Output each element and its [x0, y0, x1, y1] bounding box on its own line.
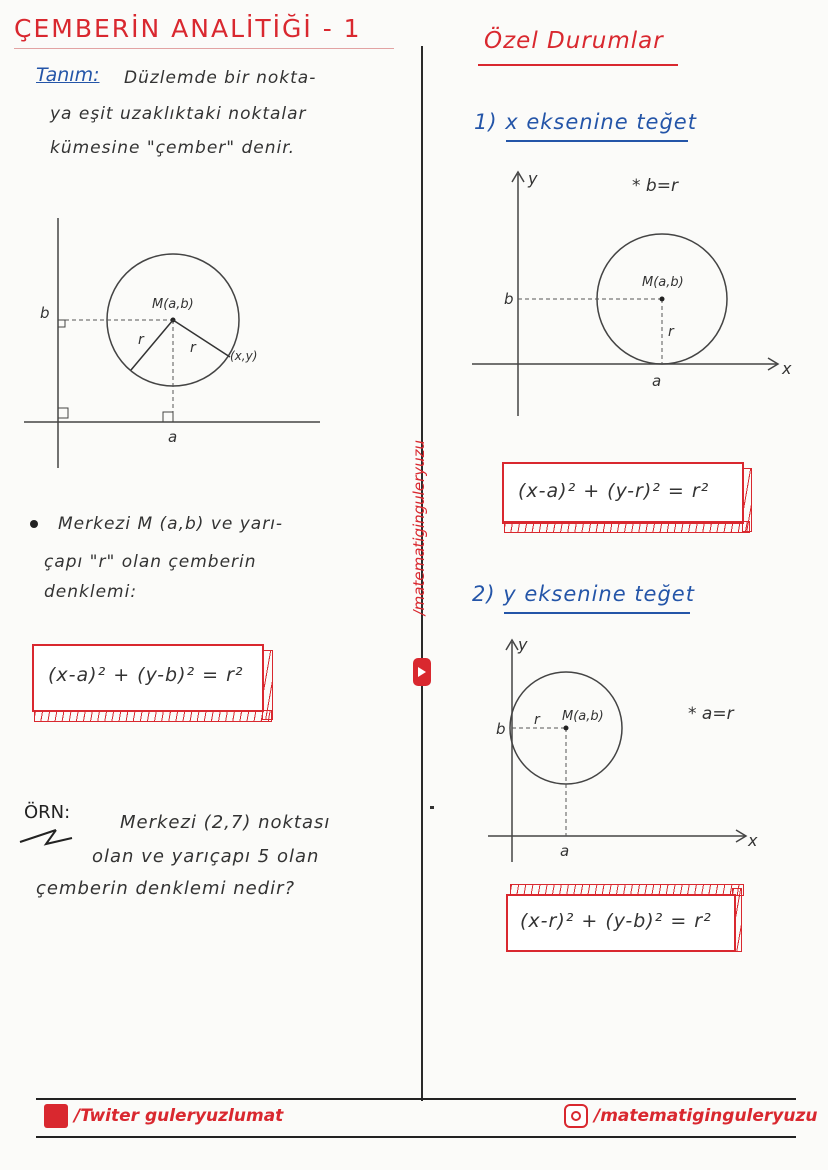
definition-line-2: ya eşit uzaklıktaki noktalar	[50, 104, 307, 124]
general-equation: (x-a)² + (y-b)² = r²	[48, 664, 244, 686]
definition-line-1: Düzlemde bir nokta-	[124, 68, 317, 88]
case2-title: 2) y eksenine teğet	[472, 582, 695, 606]
case2-center-point	[564, 726, 569, 731]
bullet-dot	[30, 520, 38, 528]
case1-underline	[506, 140, 688, 142]
example-swoosh	[16, 824, 76, 852]
case1-a-label: a	[652, 372, 662, 390]
twitter-icon	[44, 1104, 68, 1128]
case1-figure	[466, 164, 796, 424]
case1-b-label: b	[504, 290, 514, 308]
bullet-line-3: denklemi:	[44, 582, 138, 602]
case1-center-point	[660, 297, 665, 302]
watermark-text: /matematiginguleryuzu	[410, 440, 428, 616]
case2-b-label: b	[496, 720, 506, 738]
bullet-line-1: Merkezi M (a,b) ve yarı-	[58, 514, 284, 534]
circle-definition-figure	[20, 210, 330, 480]
case2-equation-box	[506, 894, 736, 952]
case2-underline	[504, 612, 690, 614]
case1-axis-y-label: y	[528, 169, 538, 188]
example-line-2: olan ve yarıçapı 5 olan	[92, 846, 320, 867]
case2-a-label: a	[560, 842, 570, 860]
radius-line-2	[173, 320, 230, 357]
bullet-line-2: çapı "r" olan çemberin	[44, 552, 257, 572]
case1-title: 1) x eksenine teğet	[474, 110, 697, 134]
instagram-icon	[564, 1104, 588, 1128]
youtube-icon	[413, 658, 431, 686]
box-side-hatch	[262, 650, 273, 720]
divider-mark	[430, 806, 434, 809]
section-title-underline	[478, 64, 678, 66]
case1-r-label: r	[668, 324, 674, 340]
case2-axis-x-label: x	[748, 831, 758, 850]
case1-box-side-hatch	[742, 468, 752, 532]
b-label: b	[40, 304, 50, 322]
a-label: a	[168, 428, 178, 446]
case1-equation-box	[502, 462, 744, 524]
section-title: Özel Durumlar	[484, 28, 664, 54]
twitter-handle: /Twiter guleryuzlumat	[74, 1106, 284, 1126]
right-angle-mark-a	[163, 412, 173, 422]
box-shadow-hatch	[34, 710, 272, 722]
example-label: ÖRN:	[24, 802, 71, 823]
radius-label-1: r	[138, 332, 144, 348]
case2-center-label: M(a,b)	[562, 709, 604, 724]
title-rule	[14, 48, 394, 49]
case2-note: * a=r	[688, 704, 734, 724]
right-angle-mark	[58, 408, 68, 418]
radius-label-2: r	[190, 340, 196, 356]
case2-axis-y-label: y	[518, 635, 528, 654]
example-line-3: çemberin denklemi nedir?	[36, 878, 296, 899]
instagram-handle: /matematiginguleryuzu	[594, 1106, 818, 1126]
general-equation-box	[32, 644, 264, 712]
case1-box-hatch	[504, 521, 750, 533]
definition-line-3: kümesine "çember" denir.	[50, 138, 296, 158]
point-label: (x,y)	[230, 349, 258, 363]
case2-figure	[480, 630, 780, 870]
case1-axis-x-label: x	[782, 359, 792, 378]
case1-equation: (x-a)² + (y-r)² = r²	[518, 480, 710, 502]
footer-top-rule	[36, 1098, 796, 1100]
case2-r-label: r	[534, 712, 540, 728]
case1-center-label: M(a,b)	[642, 275, 684, 290]
page-title: ÇEMBERİN ANALİTİĞİ - 1	[14, 14, 362, 43]
case1-note: * b=r	[632, 176, 678, 196]
right-angle-mark-b	[58, 320, 65, 327]
footer-bottom-rule	[36, 1136, 796, 1138]
definition-label: Tanım:	[36, 64, 100, 86]
case2-equation: (x-r)² + (y-b)² = r²	[520, 910, 712, 932]
center-label: M(a,b)	[152, 297, 194, 312]
example-line-1: Merkezi (2,7) noktası	[120, 812, 331, 833]
